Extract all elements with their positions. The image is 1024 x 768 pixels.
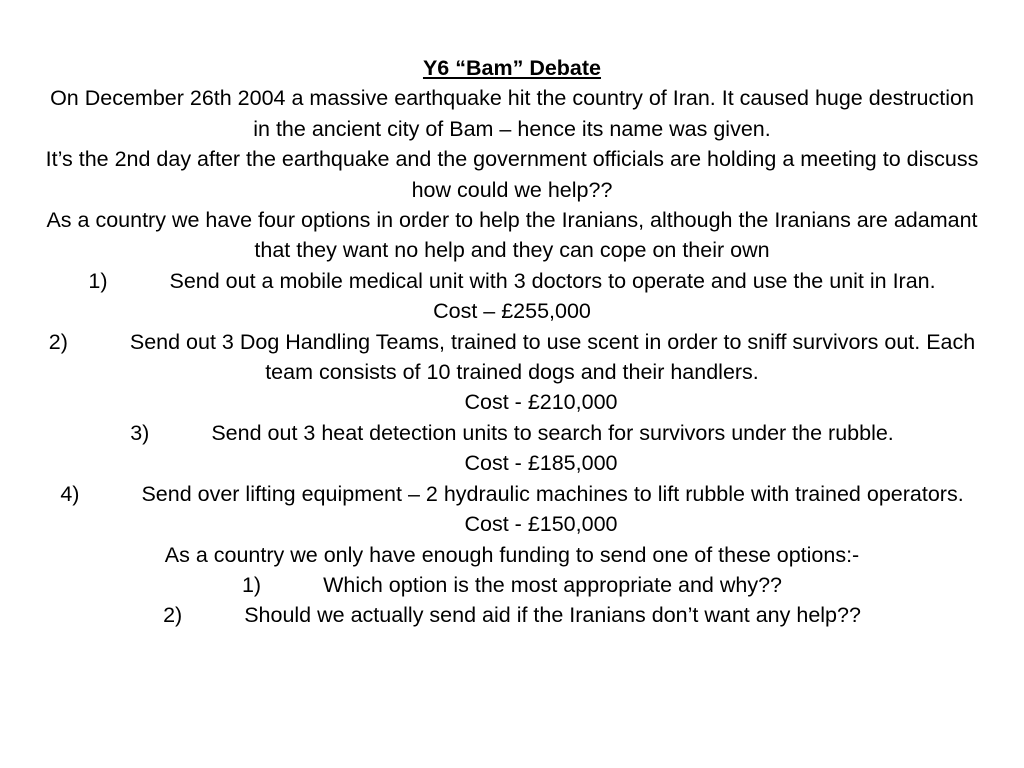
option-text: Send out a mobile medical unit with 3 doctors to operate and use the unit in Iran. [169,268,936,293]
intro-paragraph-options: As a country we have four options in order to help the Iranians, although the Iranians are adamant that they want no help and they can cope on their own [46,208,978,263]
option-cost-text: Cost - £185,000 [464,451,618,476]
option-text: Send out 3 heat detection units to search for survivors under the rubble. [211,420,894,445]
option-number: 1) [88,268,108,293]
page-title: Y6 “Bam” Debate [422,56,602,80]
question-number: 2) [163,603,183,628]
funding-note: As a country we only have enough funding to send one of these options:- [164,542,860,567]
question-number: 1) [241,572,262,597]
question-text: Which option is the most appropriate and why?? [323,572,783,597]
option-text: Send out 3 Dog Handling Teams, trained to use scent in order to sniff survivors out. Each team consists of 10 trained dogs and their handlers. [129,329,976,385]
question-item-1 [40,570,984,600]
option-cost-text: Cost - £150,000 [464,512,618,537]
option-item-3 [40,418,984,448]
option-cost-text: Cost - £210,000 [464,390,618,415]
option-cost-2 [40,387,984,417]
intro-paragraph-meeting: It’s the 2nd day after the earthquake and the government officials are holding a meeting to discuss how could we help?? [45,147,979,202]
option-item-2 [40,327,984,388]
option-item-4 [40,479,984,509]
option-cost-4 [40,509,984,539]
slide-content [40,53,984,631]
intro-paragraph-earthquake: On December 26th 2004 a massive earthquake hit the country of Iran. It caused huge destruction in the ancient city of Bam – hence its name was given. [50,86,974,141]
option-cost-1: Cost – £255,000 [433,299,591,324]
option-number: 3) [130,420,150,445]
question-item-2 [40,600,984,630]
option-number: 4) [60,481,80,506]
option-cost-3 [40,448,984,478]
option-number: 2) [48,329,68,354]
option-item-1 [40,266,984,296]
option-text: Send over lifting equipment – 2 hydraulic machines to lift rubble with trained operators. [141,481,964,506]
question-text: Should we actually send aid if the Iranians don’t want any help?? [244,603,861,628]
